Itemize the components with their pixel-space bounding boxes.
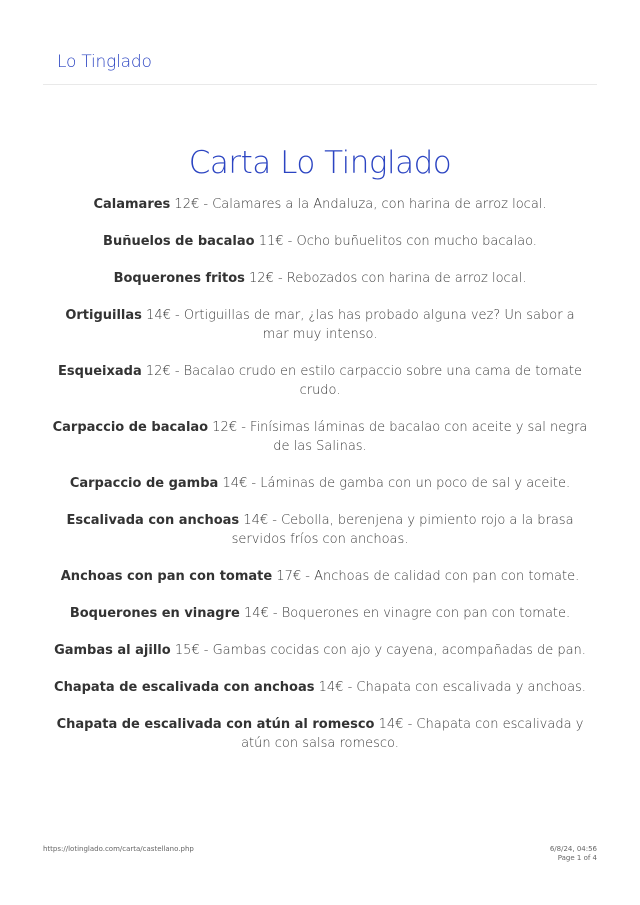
dish-price: 14€: [243, 606, 269, 621]
dish-name: Boquerones en vinagre: [69, 606, 240, 621]
footer-datetime: 6/8/24, 04:56: [549, 845, 597, 853]
menu-list: [52, 195, 588, 771]
dish-price: 14€: [243, 513, 269, 528]
menu-item: [52, 567, 588, 586]
dish-name: Chapata de escalivada con anchoas: [54, 680, 315, 695]
dish-description: - Finísimas láminas de bacalao con aceite y sal negra de las Salinas.: [237, 420, 588, 454]
dish-description: - Calamares a la Andaluza, con harina de arroz local.: [199, 197, 547, 212]
dish-description: - Cebolla, berenjena y pimiento rojo a la brasa servidos fríos con anchoas.: [231, 513, 574, 547]
dish-name: Escalivada con anchoas: [66, 513, 240, 528]
dish-name: Chapata de escalivada con atún al romesco: [56, 717, 375, 732]
dish-description: - Bacalao crudo en estilo carpaccio sobre una cama de tomate crudo.: [170, 364, 582, 398]
dish-price: 12€: [145, 364, 171, 379]
dish-description: - Ortiguillas de mar, ¿las has probado alguna vez? Un sabor a mar muy intenso.: [170, 308, 575, 342]
menu-item: [52, 362, 588, 400]
dish-name: Ortiguillas: [65, 308, 142, 323]
menu-item: [52, 604, 588, 623]
dish-price: 12€: [174, 197, 200, 212]
menu-item: [52, 511, 588, 549]
menu-item: [52, 269, 588, 288]
menu-item: [52, 715, 588, 753]
menu-item: [52, 474, 588, 493]
menu-item: [52, 195, 588, 214]
dish-price: 12€: [212, 420, 238, 435]
site-title-link[interactable]: Lo Tinglado: [57, 52, 152, 72]
dish-price: 15€: [174, 643, 200, 658]
dish-price: 11€: [258, 234, 284, 249]
dish-description: - Rebozados con harina de arroz local.: [273, 271, 527, 286]
menu-item: [52, 306, 588, 344]
dish-name: Anchoas con pan con tomate: [60, 569, 273, 584]
footer-meta: [550, 845, 597, 863]
dish-name: Esqueixada: [58, 364, 142, 379]
dish-description: - Ocho buñuelitos con mucho bacalao.: [283, 234, 537, 249]
dish-price: 14€: [146, 308, 171, 323]
dish-description: - Láminas de gamba con un poco de sal y aceite.: [247, 476, 571, 491]
dish-price: 14€: [222, 476, 248, 491]
dish-price: 14€: [378, 717, 404, 732]
page-title: Carta Lo Tinglado: [188, 144, 452, 181]
dish-description: - Chapata con escalivada y anchoas.: [343, 680, 586, 695]
footer-url: https://lotinglado.com/carta/castellano.php: [43, 845, 194, 853]
dish-name: Carpaccio de gamba: [69, 476, 219, 491]
menu-item: [52, 418, 588, 456]
dish-price: 12€: [249, 271, 274, 286]
menu-item: [52, 678, 588, 697]
dish-price: 14€: [318, 680, 344, 695]
menu-item: [52, 232, 588, 251]
dish-description: - Gambas cocidas con ajo y cayena, acompañadas de pan.: [199, 643, 586, 658]
dish-name: Carpaccio de bacalao: [52, 420, 209, 435]
dish-name: Calamares: [93, 197, 171, 212]
footer-page-indicator: Page 1 of 4: [557, 854, 597, 862]
dish-name: Boquerones fritos: [113, 271, 245, 286]
menu-item: [52, 641, 588, 660]
dish-description: - Anchoas de calidad con pan con tomate.: [301, 569, 580, 584]
dish-name: Gambas al ajillo: [54, 643, 171, 658]
site-header: [43, 0, 597, 85]
dish-price: 17€: [276, 569, 302, 584]
dish-description: - Boquerones en vinagre con pan con tomate.: [268, 606, 571, 621]
dish-name: Buñuelos de bacalao: [103, 234, 255, 249]
dish-description: - Chapata con escalivada y atún con salsa romesco.: [241, 717, 584, 751]
